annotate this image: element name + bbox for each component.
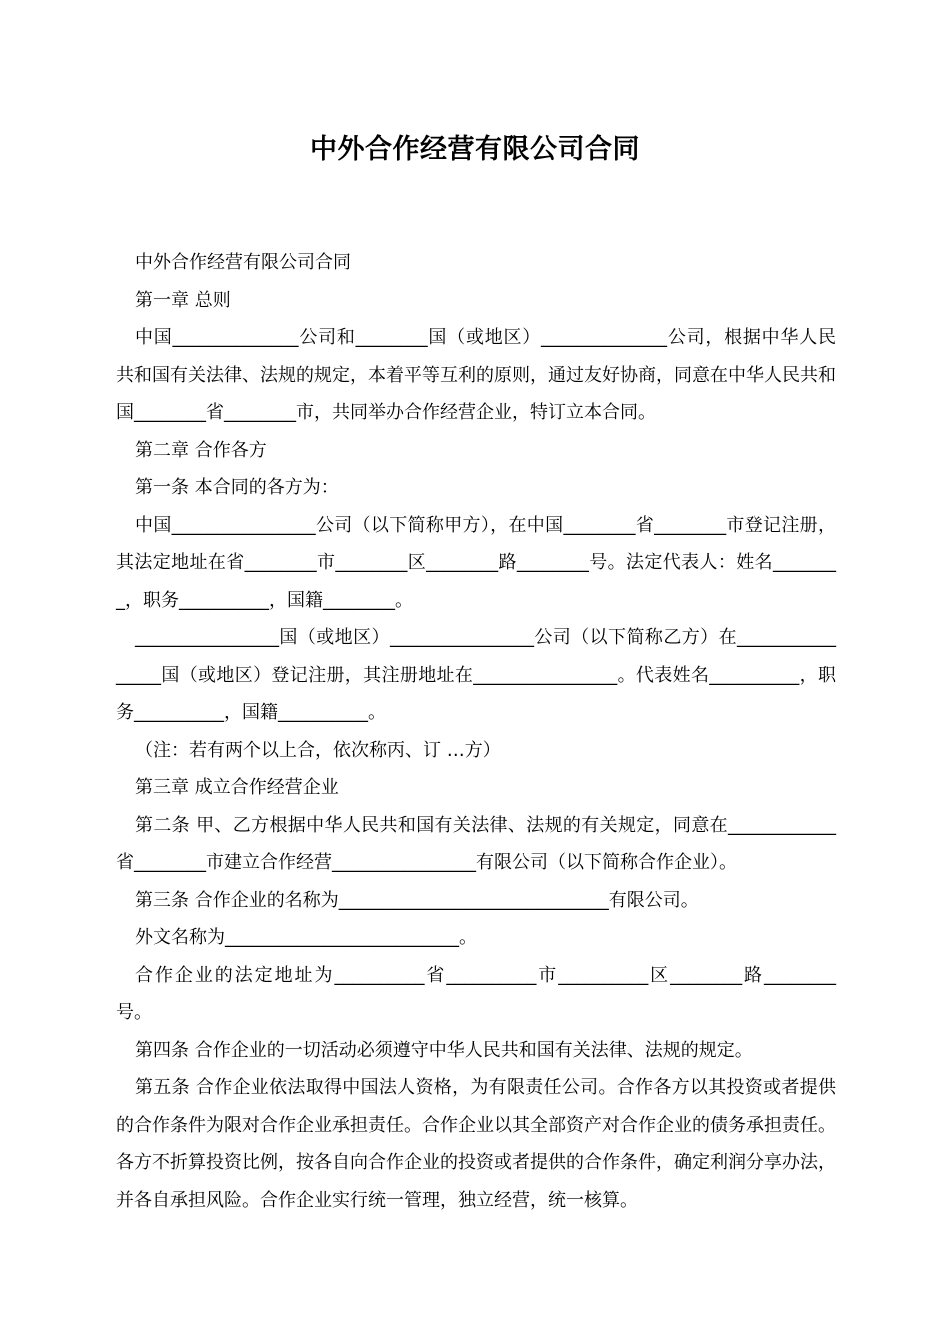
article-4-paragraph: 第四条 合作企业的一切活动必须遵守中华人民共和国有关法律、法规的规定。	[135, 1039, 753, 1061]
article-5-paragraph: 第五条 合作企业依法取得中国法人资格，为有限责任公司。合作各方以其投资或者提供的合作条件为限对合作企业承担责任。合作企业以其全部资产对合作企业的债务承担责任。各方不折算投资比例，按各自向合作企业的投资或者提供的合作条件，确定利润分享办法，并各自承担风险。合作企业实行统一管理，独立经营，统一核算。	[116, 1077, 836, 1211]
chapter-1-heading: 第一章 总则	[135, 289, 231, 311]
party-b-paragraph: ________________国（或地区）________________公司（以下简称乙方）在________________国（或地区）登记注册，其注册地址在________________。代表姓名__________，职务__________，国籍__________。	[116, 627, 836, 723]
chapter-1-intro-paragraph: 中国______________公司和________国（或地区）______________公司，根据中华人民共和国有关法律、法规的规定，本着平等互利的原则，通过友好协商，同意在中华人民共和国________省________市，共同举办合作经营企业，特订立本合同。	[116, 327, 836, 423]
chapter-3-heading: 第三章 成立合作经营企业	[135, 777, 339, 798]
party-a-paragraph: 中国________________公司（以下简称甲方），在中国________省________市登记注册，其法定地址在省________市________区________路________号。法定代表人：姓名________，职务__________，国籍________。	[116, 514, 836, 611]
contract-name-line: 中外合作经营有限公司合同	[135, 252, 351, 273]
article-1-heading: 第一条 本合同的各方为：	[135, 477, 339, 498]
document-title: 中外合作经营有限公司合同	[310, 134, 640, 165]
article-2-paragraph: 第二条 甲、乙方根据中华人民共和国有关法律、法规的有关规定，同意在____________省________市建立合作经营________________有限公司（以下简称合作企业）。	[116, 814, 836, 873]
foreign-name-line: 外文名称为__________________________。	[135, 927, 477, 948]
parties-note: （注：若有两个以上合，依次称丙、订 …方）	[135, 739, 501, 761]
document-body	[116, 244, 836, 1219]
legal-address-line: 合作企业的法定地址为__________省__________市__________区________路________号。	[116, 964, 836, 1023]
article-3-paragraph: 第三条 合作企业的名称为______________________________有限公司。	[135, 889, 699, 911]
chapter-2-heading: 第二章 合作各方	[135, 439, 267, 461]
